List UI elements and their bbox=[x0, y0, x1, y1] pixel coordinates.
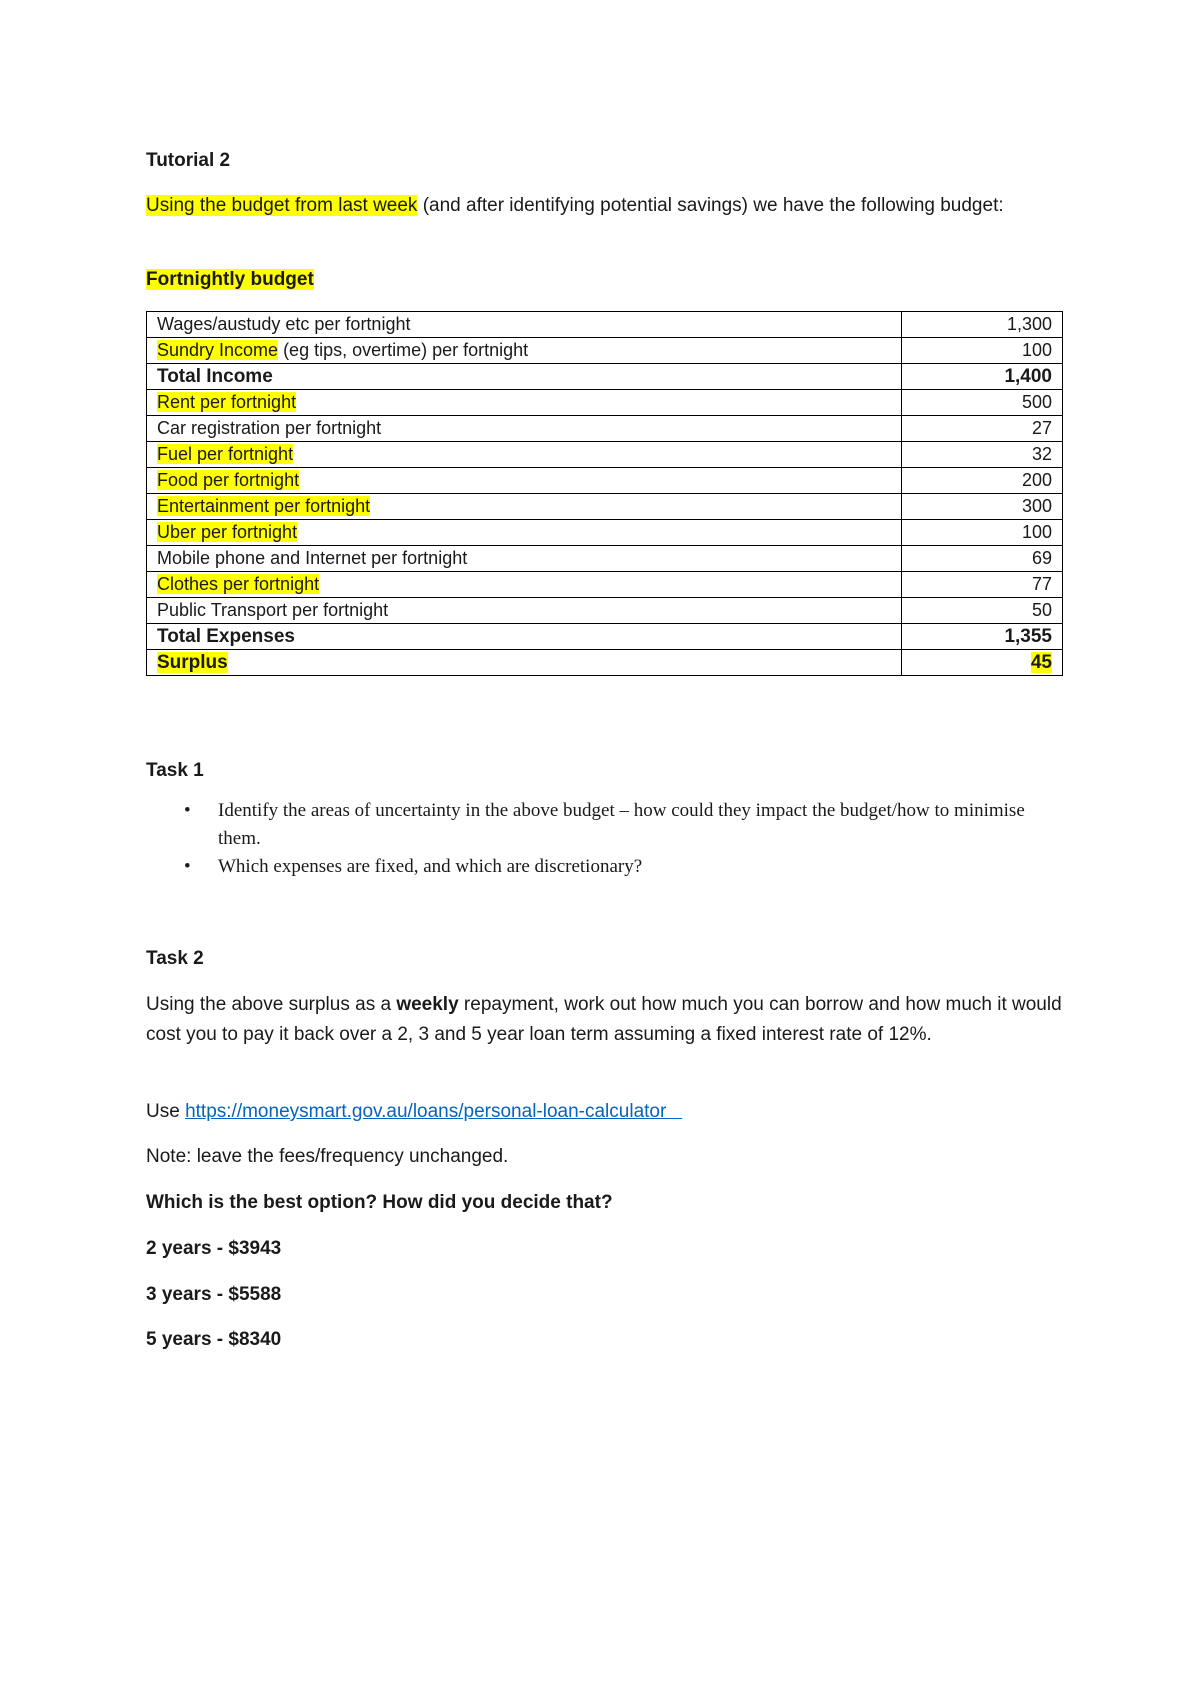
intro-paragraph bbox=[146, 191, 1026, 221]
highlighted-label: Sundry Income bbox=[157, 340, 279, 360]
table-row bbox=[147, 416, 1063, 442]
budget-value-cell bbox=[902, 442, 1063, 468]
budget-value: 50 bbox=[1031, 600, 1052, 620]
answer-3-years: 3 years - $5588 bbox=[146, 1284, 282, 1305]
table-row bbox=[147, 624, 1063, 650]
budget-label-cell bbox=[147, 416, 902, 442]
note-text: Note: leave the fees/frequency unchanged. bbox=[146, 1146, 509, 1167]
label-text: Car registration per fortnight bbox=[157, 418, 382, 438]
task1-heading: Task 1 bbox=[146, 760, 204, 781]
budget-label-cell bbox=[147, 312, 902, 338]
highlighted-label: Food per fortnight bbox=[157, 470, 300, 490]
highlighted-label: Surplus bbox=[157, 652, 228, 673]
calculator-link[interactable]: https://moneysmart.gov.au/loans/personal-loan-calculator bbox=[185, 1101, 667, 1122]
page-title: Tutorial 2 bbox=[146, 150, 231, 171]
budget-value: 100 bbox=[1021, 340, 1052, 360]
budget-value-cell bbox=[902, 390, 1063, 416]
budget-value-cell bbox=[902, 468, 1063, 494]
list-item: • Which expenses are fixed, and which are discretionary? bbox=[146, 853, 1066, 881]
budget-value-cell bbox=[902, 416, 1063, 442]
budget-value: 1,355 bbox=[1004, 626, 1052, 647]
highlighted-label: Fuel per fortnight bbox=[157, 444, 294, 464]
budget-value-cell bbox=[902, 598, 1063, 624]
bullet-icon: • bbox=[184, 856, 191, 877]
budget-label-cell bbox=[147, 390, 902, 416]
budget-value: 1,400 bbox=[1004, 366, 1052, 387]
table-row bbox=[147, 598, 1063, 624]
budget-value: 32 bbox=[1031, 444, 1052, 464]
table-row bbox=[147, 312, 1063, 338]
table-row bbox=[147, 338, 1063, 364]
budget-value-cell bbox=[902, 520, 1063, 546]
table-row bbox=[147, 390, 1063, 416]
table-row bbox=[147, 572, 1063, 598]
highlighted-label: Clothes per fortnight bbox=[157, 574, 320, 594]
budget-label-cell bbox=[147, 520, 902, 546]
budget-value-cell bbox=[902, 546, 1063, 572]
budget-label-cell bbox=[147, 364, 902, 390]
budget-value: 500 bbox=[1021, 392, 1052, 412]
table-row bbox=[147, 650, 1063, 676]
label-text: (eg tips, overtime) per fortnight bbox=[278, 340, 529, 360]
budget-value: 1,300 bbox=[1006, 314, 1052, 334]
answer-5-years: 5 years - $8340 bbox=[146, 1329, 282, 1350]
budget-value-cell bbox=[902, 650, 1063, 676]
highlighted-label: Uber per fortnight bbox=[157, 522, 298, 542]
weekly-emphasis: weekly bbox=[396, 994, 459, 1015]
bullet-icon: • bbox=[184, 800, 191, 821]
budget-label-cell bbox=[147, 572, 902, 598]
label-text: Mobile phone and Internet per fortnight bbox=[157, 548, 468, 568]
answer-2-years: 2 years - $3943 bbox=[146, 1238, 282, 1259]
budget-label-cell bbox=[147, 650, 902, 676]
label-text: Public Transport per fortnight bbox=[157, 600, 389, 620]
budget-value-cell bbox=[902, 364, 1063, 390]
budget-value: 100 bbox=[1021, 522, 1052, 542]
task2-heading: Task 2 bbox=[146, 948, 204, 969]
budget-value-cell bbox=[902, 312, 1063, 338]
budget-label-cell bbox=[147, 494, 902, 520]
budget-value-cell bbox=[902, 572, 1063, 598]
budget-label-cell bbox=[147, 442, 902, 468]
task1-bullet-list bbox=[146, 797, 1066, 881]
budget-value: 200 bbox=[1021, 470, 1052, 490]
budget-value: 300 bbox=[1021, 496, 1052, 516]
table-row bbox=[147, 546, 1063, 572]
budget-value: 69 bbox=[1031, 548, 1052, 568]
budget-label-cell bbox=[147, 598, 902, 624]
label-text: Total Income bbox=[157, 366, 273, 387]
table-row bbox=[147, 364, 1063, 390]
table-row bbox=[147, 468, 1063, 494]
budget-value: 77 bbox=[1031, 574, 1052, 594]
budget-label-cell bbox=[147, 624, 902, 650]
budget-value: 45 bbox=[1030, 652, 1052, 673]
budget-value: 27 bbox=[1031, 418, 1052, 438]
table-row bbox=[147, 520, 1063, 546]
budget-value-cell bbox=[902, 624, 1063, 650]
highlighted-label: Rent per fortnight bbox=[157, 392, 297, 412]
question-text: Which is the best option? How did you decide that? bbox=[146, 1192, 613, 1213]
budget-label-cell bbox=[147, 546, 902, 572]
budget-value-cell bbox=[902, 338, 1063, 364]
highlighted-label: Entertainment per fortnight bbox=[157, 496, 371, 516]
budget-value-cell bbox=[902, 494, 1063, 520]
intro-highlight: Using the budget from last week bbox=[146, 195, 418, 216]
list-item: • Identify the areas of uncertainty in the above budget – how could they impact the budget/how to minimise them. bbox=[146, 797, 1066, 853]
label-text: Total Expenses bbox=[157, 626, 295, 647]
budget-heading: Fortnightly budget bbox=[146, 269, 314, 290]
budget-label-cell bbox=[147, 338, 902, 364]
intro-text: (and after identifying potential savings) we have the following budget: bbox=[417, 195, 1004, 216]
label-text: Wages/austudy etc per fortnight bbox=[157, 314, 411, 334]
budget-table bbox=[146, 311, 1063, 676]
budget-label-cell bbox=[147, 468, 902, 494]
task2-paragraph: Using the above surplus as a weekly repayment, work out how much you can borrow and how much it would cost you to pay it back over a 2, 3 and 5 year loan term assuming a fixed interest rate of 12%. bbox=[146, 994, 1062, 1045]
table-row bbox=[147, 494, 1063, 520]
table-row bbox=[147, 442, 1063, 468]
use-line: Use https://moneysmart.gov.au/loans/personal-loan-calculator bbox=[146, 1101, 667, 1122]
